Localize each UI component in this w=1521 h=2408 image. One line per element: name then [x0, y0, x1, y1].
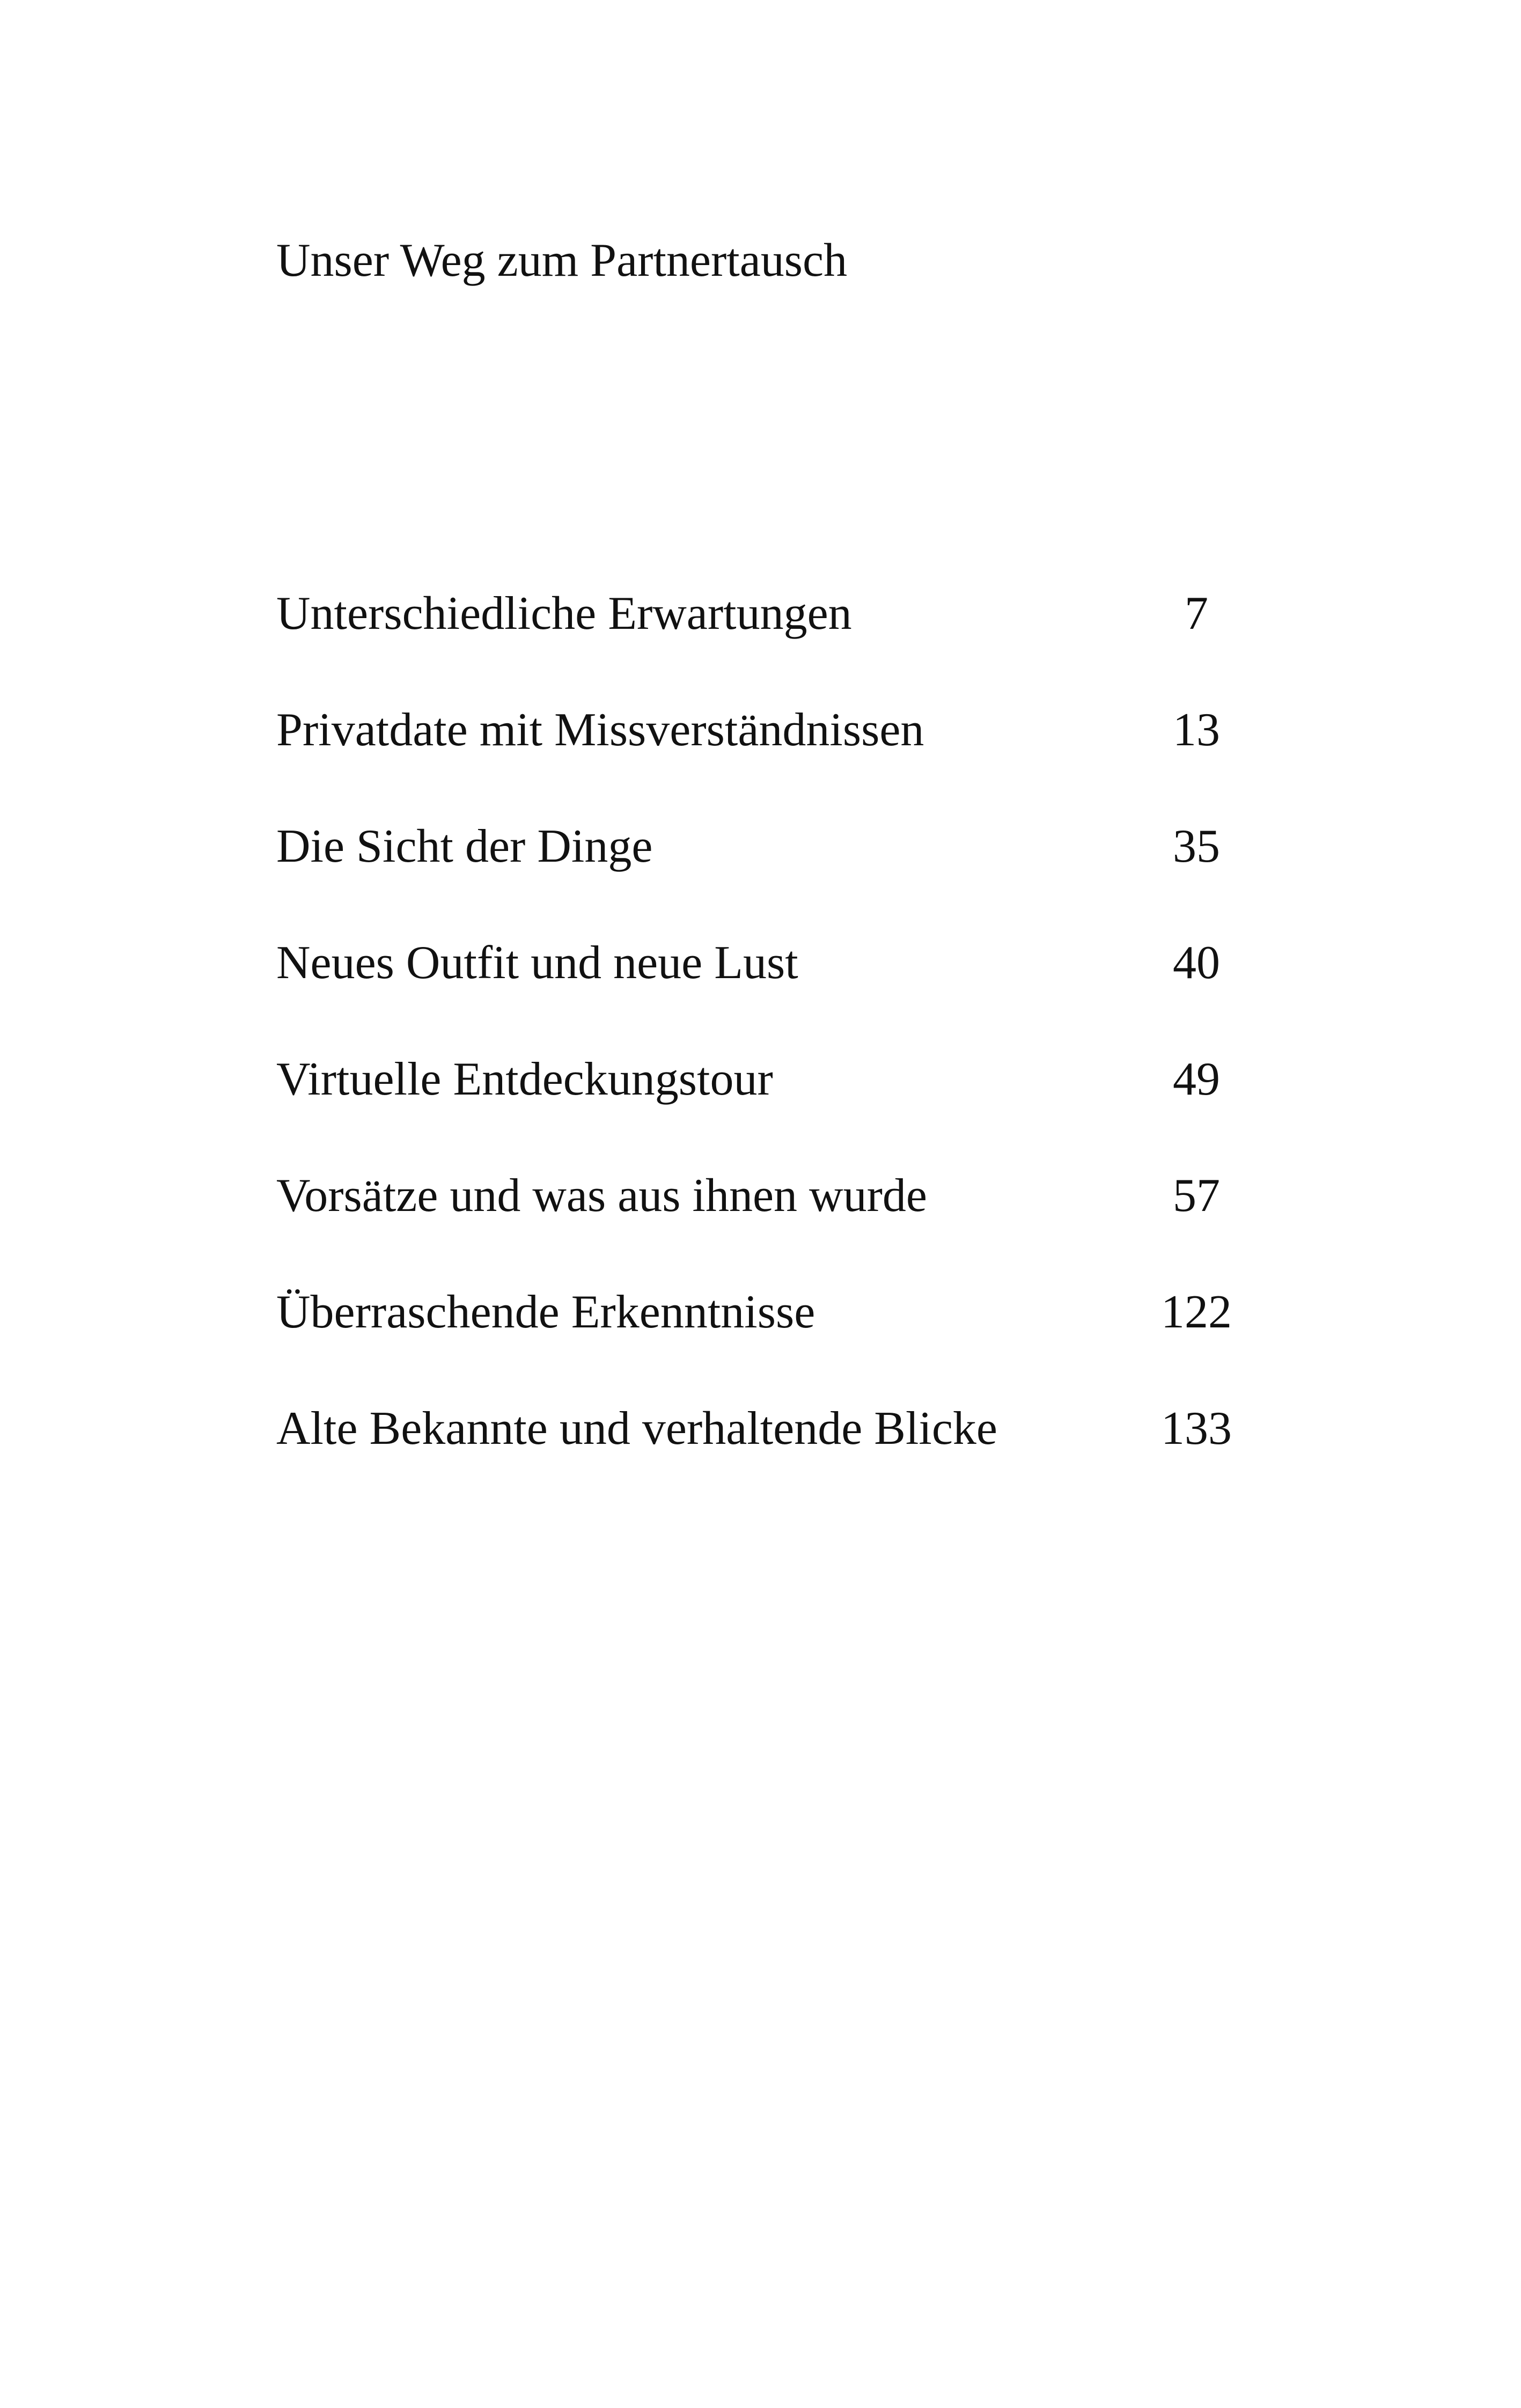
toc-entry [276, 1172, 1277, 1289]
toc-entry-title: Unterschiedliche Erwartungen [276, 588, 852, 640]
toc-entry-page-number: 13 [1173, 704, 1220, 756]
toc-entry-title: Virtuelle Entdeckungstour [276, 1053, 773, 1105]
toc-entry-title: Die Sicht der Dinge [276, 820, 653, 872]
toc-entry-page-number: 35 [1173, 820, 1220, 872]
toc-entry [276, 820, 1277, 939]
toc-entry-title: Privatdate mit Missverständnissen [276, 704, 924, 756]
book-title: Unser Weg zum Partnertausch [276, 234, 848, 287]
toc-entry-title: Überraschende Erkenntnisse [276, 1286, 815, 1338]
toc-entry [276, 1286, 1277, 1405]
toc-entry [276, 590, 1277, 707]
toc-entry-page-number: 49 [1173, 1053, 1220, 1105]
toc-entry-page-number: 7 [1185, 588, 1208, 640]
toc-entry [276, 1405, 1277, 1522]
toc-entry [276, 1053, 1277, 1172]
toc-entry-page-number: 122 [1161, 1286, 1232, 1338]
toc-entry-title: Vorsätze und was aus ihnen wurde [276, 1170, 927, 1222]
toc-entry-page-number: 133 [1161, 1403, 1232, 1455]
toc-entry-title: Neues Outfit und neue Lust [276, 937, 798, 989]
toc-entry [276, 939, 1277, 1056]
toc-entry [276, 704, 1277, 823]
toc-entry-title: Alte Bekannte und verhaltende Blicke [276, 1403, 997, 1455]
toc-entry-page-number: 57 [1173, 1170, 1220, 1222]
table-of-contents [276, 590, 1277, 1522]
toc-entry-page-number: 40 [1173, 937, 1220, 989]
